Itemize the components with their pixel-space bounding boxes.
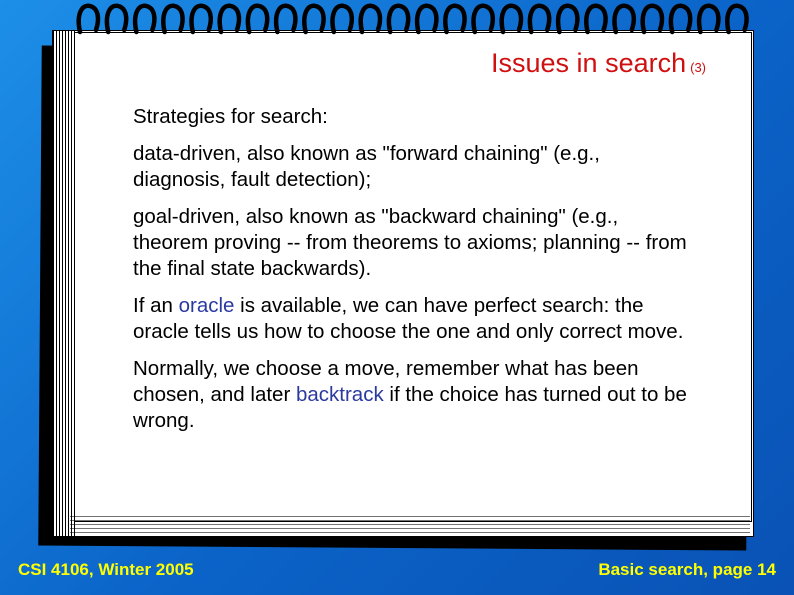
paragraph-oracle <box>133 293 693 345</box>
spiral-ring <box>615 6 634 32</box>
oracle-text-pre: If an <box>133 294 179 317</box>
footer-page: Basic search, page 14 <box>598 560 776 579</box>
paragraph-strategies: Strategies for search: <box>133 105 328 128</box>
spiral-ring <box>248 6 267 32</box>
footer-course: CSI 4106, Winter 2005 <box>18 560 194 579</box>
spiral-ring <box>135 6 154 32</box>
slide-title <box>491 48 706 79</box>
backtrack-text-post: if the choice has turned out to be wrong. <box>133 383 687 432</box>
spiral-ring <box>276 6 295 32</box>
spiral-ring <box>163 6 182 32</box>
spiral-ring <box>192 6 211 32</box>
spiral-ring <box>671 6 690 32</box>
spiral-ring <box>445 6 464 32</box>
notepad-page-edges <box>70 516 750 538</box>
slide-body <box>133 104 693 445</box>
spiral-ring <box>333 6 352 32</box>
spiral-ring <box>586 6 605 32</box>
oracle-text-post: is available, we can have perfect search: the oracle tells us how to choose the one and only correct move. <box>133 294 684 343</box>
spiral-ring <box>502 6 521 32</box>
spiral-ring <box>79 6 98 32</box>
title-text: Issues in search <box>491 48 687 78</box>
backtrack-text-pre: Normally, we choose a move, remember what has been chosen, and later <box>133 357 639 406</box>
spiral-ring <box>699 6 718 32</box>
spiral-ring <box>107 6 126 32</box>
spiral-ring <box>727 6 746 32</box>
spiral-ring <box>389 6 408 32</box>
spiral-ring <box>417 6 436 32</box>
spiral-ring <box>643 6 662 32</box>
spiral-ring <box>474 6 493 32</box>
spiral-ring <box>361 6 380 32</box>
paragraph-goal-driven: goal-driven, also known as "backward chaining" (e.g., theorem proving -- from theorems to axioms; planning -- from the final state backwards). <box>133 205 687 280</box>
spiral-ring <box>558 6 577 32</box>
paragraph-data-driven: data-driven, also known as "forward chaining" (e.g., diagnosis, fault detection); <box>133 142 600 191</box>
spiral-ring <box>220 6 239 32</box>
spiral-binding-icon <box>70 0 760 40</box>
spiral-ring <box>304 6 323 32</box>
title-suffix: (3) <box>690 60 706 75</box>
backtrack-term: backtrack <box>295 383 384 406</box>
paragraph-backtrack <box>133 356 693 434</box>
spiral-ring <box>530 6 549 32</box>
oracle-term: oracle <box>178 294 235 317</box>
